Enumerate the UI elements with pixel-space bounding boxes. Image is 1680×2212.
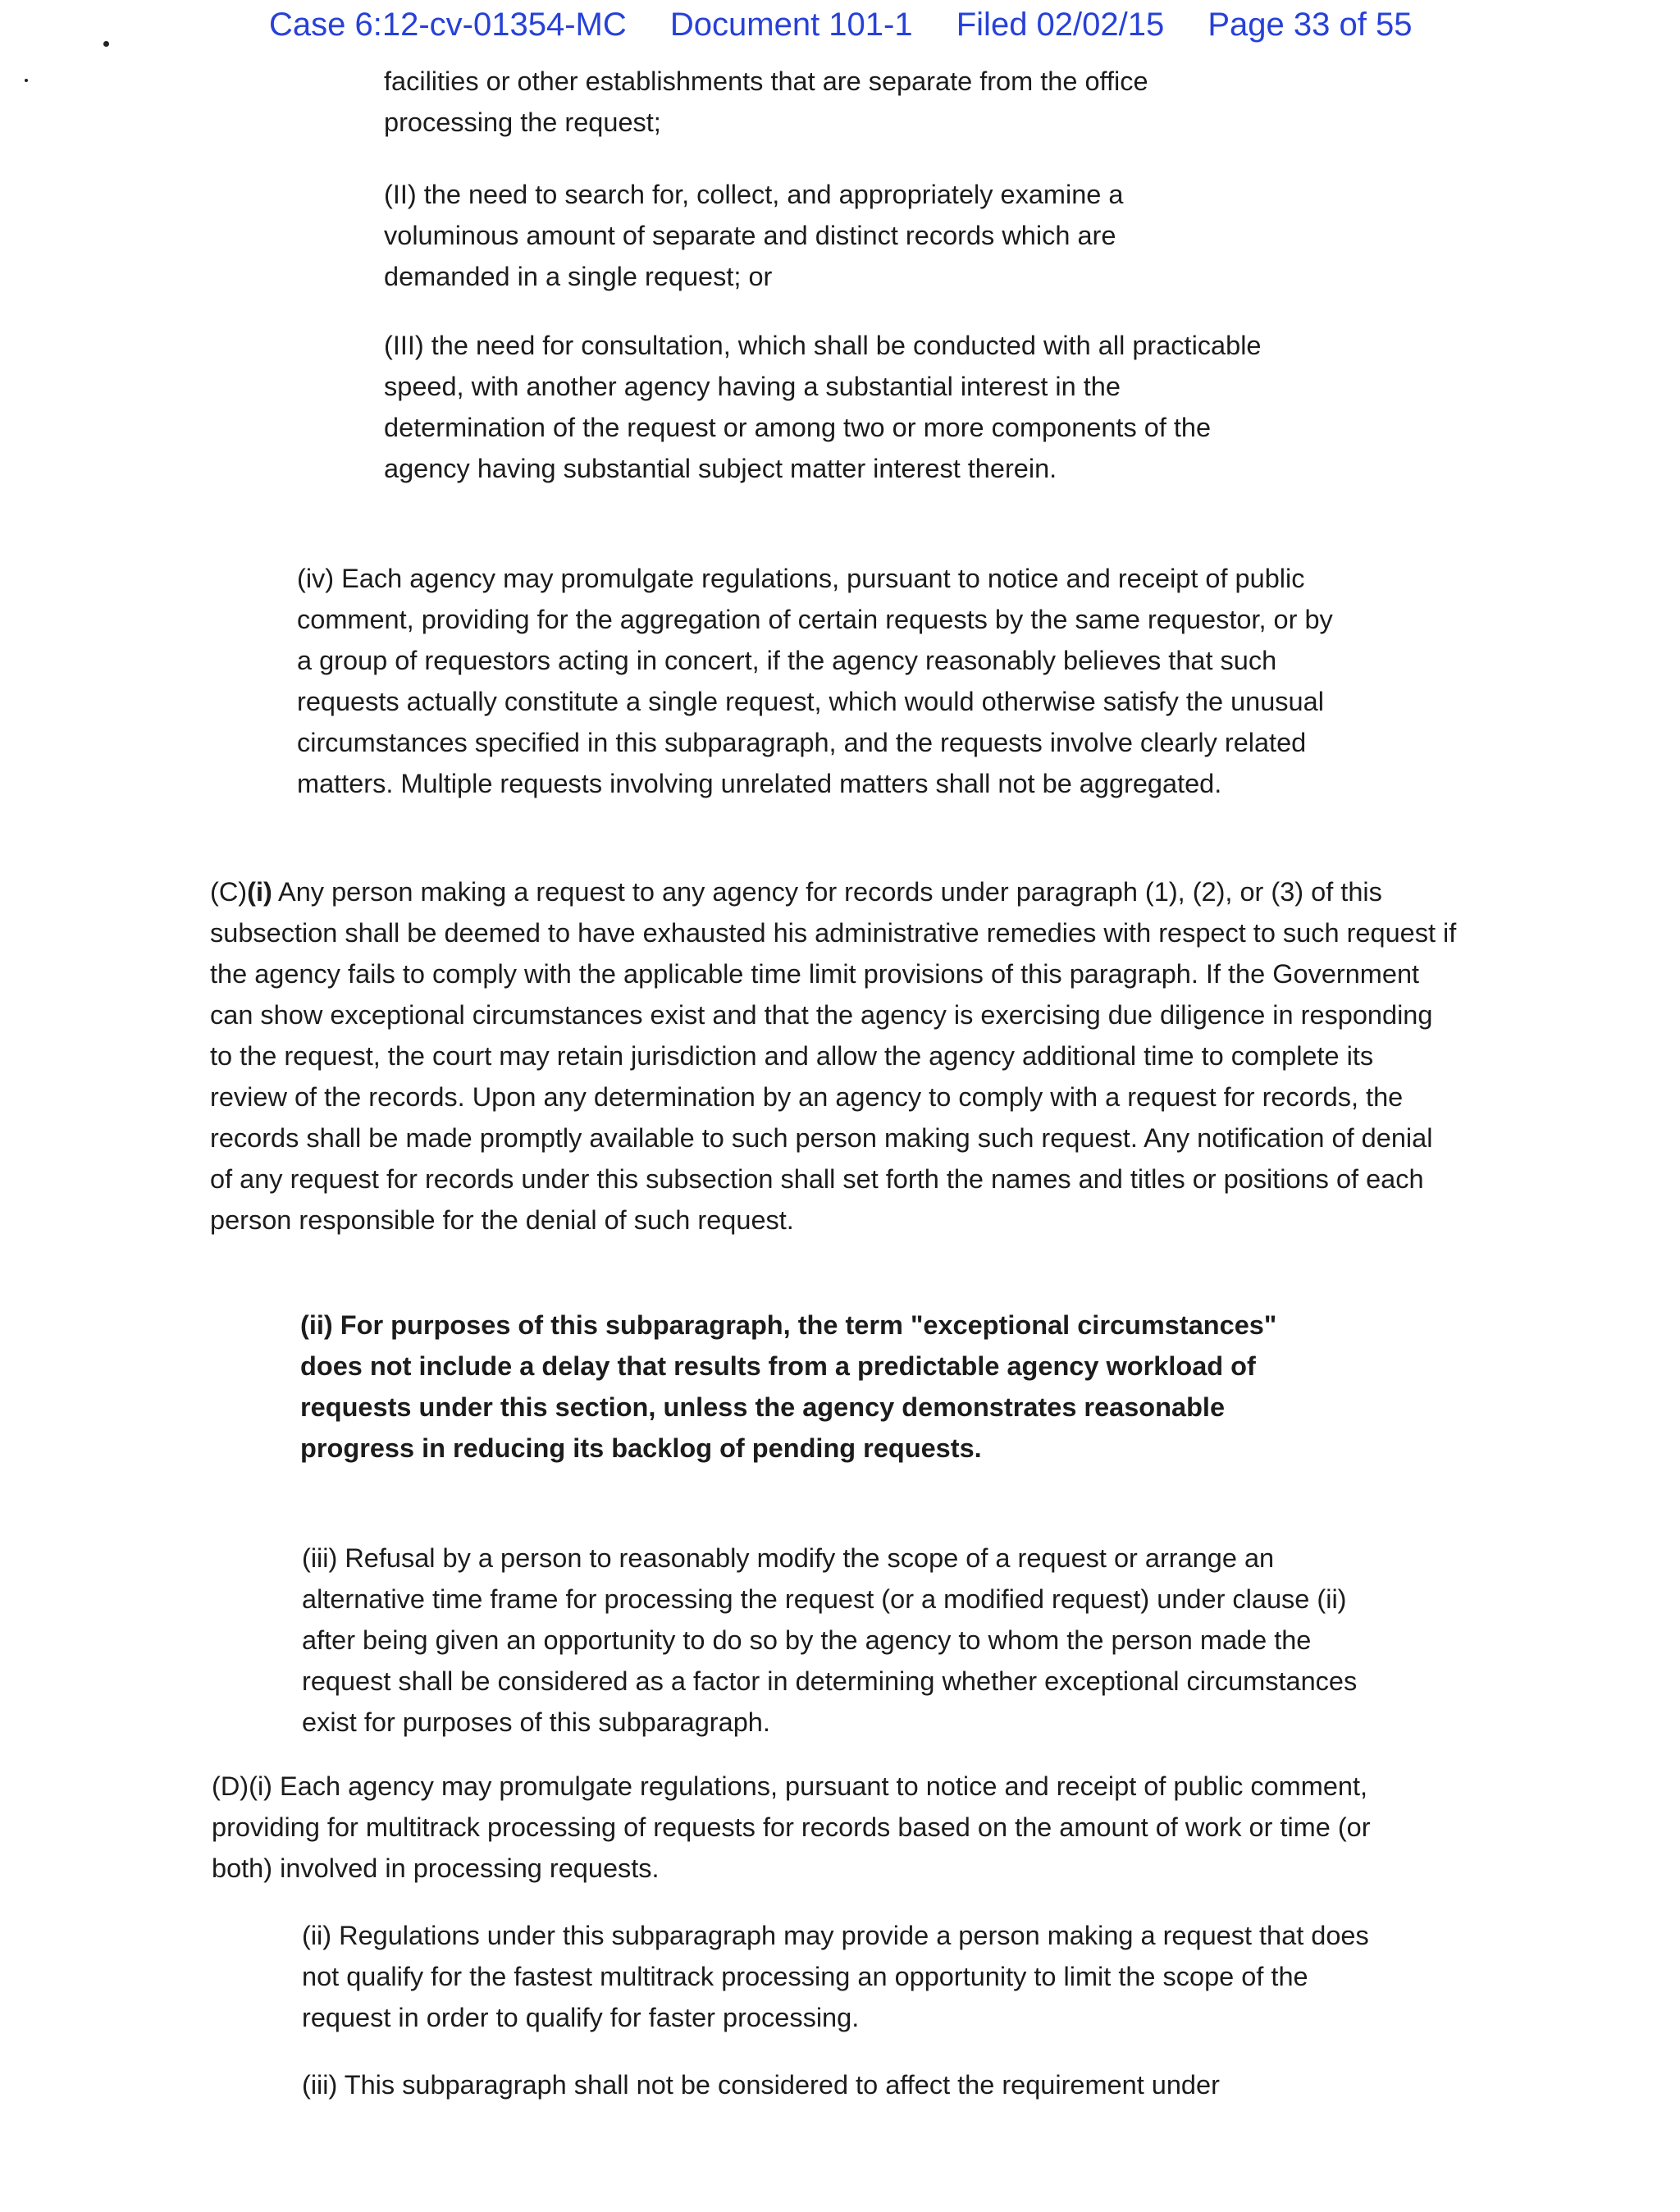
paragraph-facilities: facilities or other establishments that are separate from the office processing the request; [384, 66, 1148, 137]
section-label-C: (C) [210, 877, 248, 907]
clause-label-i: (i) [247, 877, 272, 907]
paragraph-D-i: (D)(i) Each agency may promulgate regulations, pursuant to notice and receipt of public comment, providing for multitrack processing of requests for records based on the amount of work or time (or both) involved in processing requests. [212, 1771, 1371, 1883]
page-number: Page 33 of 55 [1208, 7, 1413, 43]
paragraph-D-iii: (iii) This subparagraph shall not be considered to affect the requirement under [302, 2070, 1220, 2100]
scan-speck [103, 41, 109, 47]
paragraph-iv-aggregation: (iv) Each agency may promulgate regulations, pursuant to notice and receipt of public comment, providing for the aggregation of certain requests by the same requestor, or by a group of requestors acting in concert, if the agency reasonably believes that such requests actually constitute a single request, which would otherwise satisfy the unusual circumstances specified in this subparagraph, and the requests involve clearly related matters. Multiple requests involving unrelated matters shall not be aggregated. [297, 564, 1333, 798]
filed-date: Filed 02/02/15 [956, 7, 1165, 43]
case-number: Case 6:12-cv-01354-MC [269, 7, 627, 43]
paragraph-clause-II: (II) the need to search for, collect, and appropriately examine a voluminous amount of separate and distinct records which are demanded in a single request; or [384, 180, 1124, 291]
document-number: Document 101-1 [669, 7, 913, 43]
paragraph-iii-refusal: (iii) Refusal by a person to reasonably modify the scope of a request or arrange an alternative time frame for processing the request (or a modified request) under clause (ii) after being given an opportunity to do so by the agency to whom the person made the request shall be considered as a factor in determining whether exceptional circumstances exist for purposes of this subparagraph. [302, 1543, 1358, 1737]
paragraph-C-i [210, 871, 1457, 1241]
paragraph-ii-exceptional-circumstances: (ii) For purposes of this subparagraph, the term "exceptional circumstances" does not include a delay that results from a predictable agency workload of requests under this section, unless the agency demonstrates reasonable progress in reducing its backlog of pending requests. [300, 1310, 1277, 1463]
scan-speck [25, 79, 28, 82]
filing-header [269, 7, 1412, 43]
paragraph-clause-III: (III) the need for consultation, which shall be conducted with all practicable speed, with another agency having a substantial interest in the determination of the request or among two or more components of the agency having substantial subject matter interest therein. [384, 331, 1262, 483]
paragraph-C-i-text: Any person making a request to any agency for records under paragraph (1), (2), or (3) of this subsection shall be deemed to have exhausted his administrative remedies with respect to such request if the agency fails to comply with the applicable time limit provisions of this paragraph. If the Government can show exceptional circumstances exist and that the agency is exercising due diligence in responding to the request, the court may retain jurisdiction and allow the agency additional time to complete its review of the records. Upon any determination by an agency to comply with a request for records, the records shall be made promptly available to such person making such request. Any notification of denial of any request for records under this subsection shall set forth the names and titles or positions of each person responsible for the denial of such request. [210, 877, 1457, 1235]
paragraph-D-ii: (ii) Regulations under this subparagraph may provide a person making a request that does not qualify for the fastest multitrack processing an opportunity to limit the scope of the request in order to qualify for faster processing. [302, 1921, 1369, 2032]
